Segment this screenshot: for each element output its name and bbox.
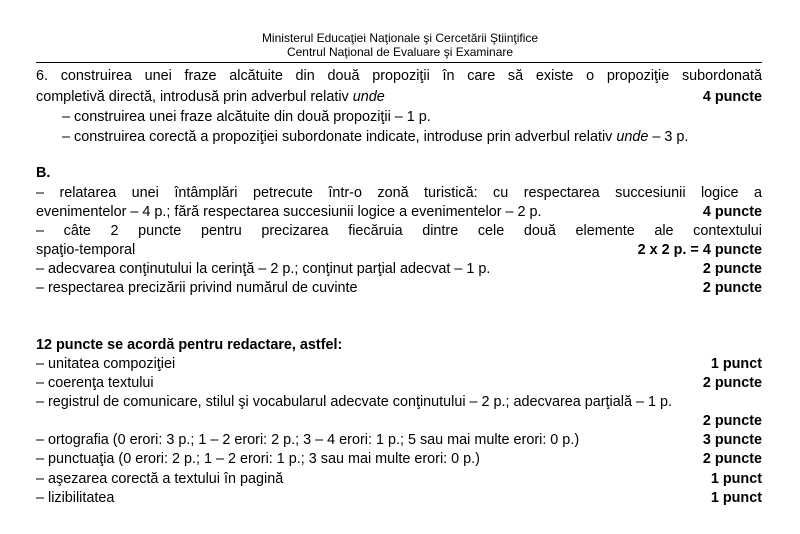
item6-sub-2: – construirea corectă a propoziţiei subordonate indicate, introduse prin adverbul relativ unde – 3 p. — [62, 129, 689, 145]
item6-line-1: 6. construirea unei fraze alcătuite din două propoziţii în care să existe o propoziţie subordonată — [36, 68, 762, 84]
redactare-item: – lizibilitatea — [36, 490, 115, 506]
redactare-item-points: 1 punct — [710, 471, 762, 487]
section-b-r3: – adecvarea conţinutului la cerinţă – 2 p.; conţinut parţial adecvat – 1 p. — [36, 261, 491, 277]
redactare-item-points: 2 puncte — [702, 375, 762, 391]
redactare-item: – aşezarea corectă a textului în pagină — [36, 471, 284, 487]
redactare-item: – unitatea compoziţiei — [36, 356, 176, 372]
redactare-item: – registrul de comunicare, stilul şi vocabularul adecvate conţinutului – 2 p.; adecvarea parţială – 1 p. — [36, 394, 672, 410]
redactare-item-points: 2 puncte — [702, 451, 762, 467]
section-b-r2-line-2: spaţio-temporal — [36, 242, 136, 258]
header-line-2: Centrul Naţional de Evaluare şi Examinare — [286, 45, 514, 59]
section-b-r1-points: 4 puncte — [702, 204, 762, 220]
redactare-heading: 12 puncte se acordă pentru redactare, astfel: — [36, 337, 343, 353]
section-b-r4-points: 2 puncte — [702, 280, 762, 296]
redactare-item-points: 1 punct — [710, 356, 762, 372]
redactare-item: – coerenţa textului — [36, 375, 154, 391]
section-b-r1-line-2: evenimentelor – 4 p.; fără respectarea succesiunii logice a evenimentelor – 2 p. — [36, 204, 542, 220]
redactare-item-points: 3 puncte — [702, 432, 762, 448]
header-rule — [36, 62, 762, 63]
item6-line-2: completivă directă, introdusă prin adverbul relativ unde — [36, 89, 385, 105]
item6-sub-1: – construirea unei fraze alcătuite din două propoziţii – 1 p. — [62, 109, 431, 125]
section-b-r1-line-1: – relatarea unei întâmplări petrecute într-o zonă turistică: cu respectarea succesiunii logice a — [36, 185, 762, 201]
section-b-r4: – respectarea precizării privind numărul de cuvinte — [36, 280, 358, 296]
item6-points: 4 puncte — [702, 89, 762, 105]
redactare-item: – ortografia (0 erori: 3 p.; 1 – 2 erori: 2 p.; 3 – 4 erori: 1 p.; 5 sau mai multe erori: 0 p.) — [36, 432, 580, 448]
redactare-item-points: 1 punct — [710, 490, 762, 506]
redactare-item: – punctuaţia (0 erori: 2 p.; 1 – 2 erori: 1 p.; 3 sau mai multe erori: 0 p.) — [36, 451, 480, 467]
section-b-heading: B. — [36, 165, 51, 181]
section-b-r2-line-1: – câte 2 puncte pentru precizarea fiecăruia dintre cele două elemente ale contextului — [36, 223, 762, 239]
section-b-r3-points: 2 puncte — [702, 261, 762, 277]
header-line-1: Ministerul Educaţiei Naţionale şi Cercetării Ştiinţifice — [261, 31, 539, 45]
redactare-item-points: 2 puncte — [702, 413, 762, 429]
section-b-r2-points: 2 x 2 p. = 4 puncte — [637, 242, 762, 258]
